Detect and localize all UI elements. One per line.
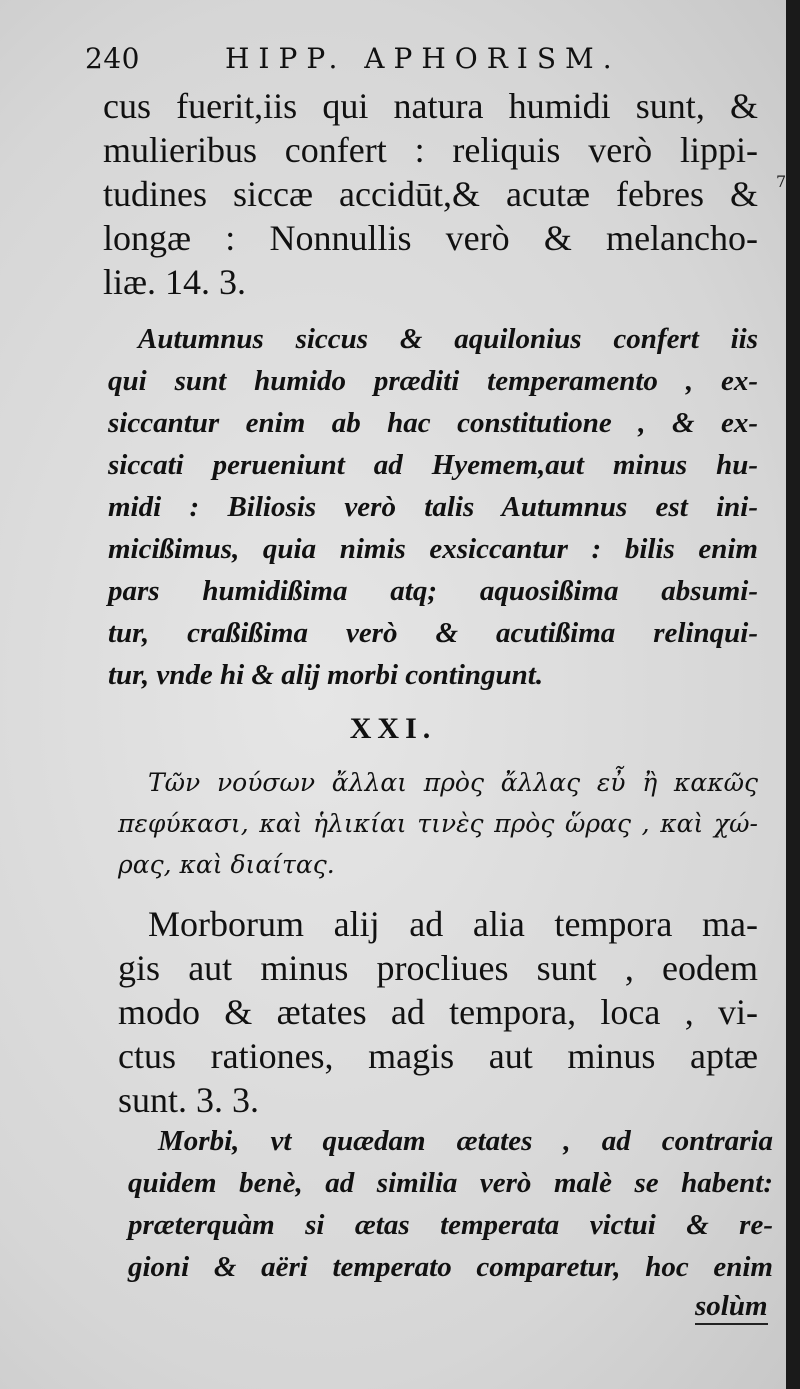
text-line: tur, craßißima verò & acutißima relinqui- [108,617,758,649]
text-line: quidem benè, ad similia verò malè se habent: [128,1167,773,1199]
latin-paragraph-2 [118,902,758,1122]
text-line: tudines siccæ accidūt,& acutæ febres & [103,174,758,214]
margin-mark: 7 [776,172,786,191]
page-header [85,42,745,75]
text-line: liæ. 14. 3. [103,262,247,302]
text-line: præterquàm si ætas temperata victui & re- [128,1209,773,1241]
text-line: Morbi, vt quædam ætates , ad contraria [158,1125,773,1157]
text-line: siccati perueniunt ad Hyemem,aut minus hu- [108,449,758,481]
text-line: Morborum alij ad alia tempora ma- [148,904,758,944]
text-line: gis aut minus procliues sunt , eodem [118,948,758,988]
greek-paragraph [118,762,758,885]
text-line: micißimus, quia nimis exsiccantur : bilis enim [108,533,758,565]
text-line: cus fuerit,iis qui natura humidi sunt, & [103,86,758,126]
text-line: longæ : Nonnullis verò & melancho- [103,218,758,258]
text-line: gioni & aëri temperato comparetur, hoc enim [128,1251,773,1283]
latin-paragraph-1 [103,84,758,304]
text-line: pars humidißima atq; aquosißima absumi- [108,575,758,607]
text-line: siccantur enim ab hac constitutione , & ex- [108,407,758,439]
section-heading: XXI. [349,712,437,745]
text-line: ctus rationes, magis aut minus aptæ [118,1036,758,1076]
running-title: HIPP. APHORISM. [225,42,621,75]
text-line: mulieribus confert : reliquis verò lippi- [103,130,758,170]
catchword: solùm [695,1290,768,1325]
text-line: sunt. 3. 3. [118,1080,260,1120]
text-line: Τῶν νούσων ἄλλαι πρὸς ἄλλας εὖ ἢ κακῶς [148,768,758,797]
commentary-paragraph-2 [128,1120,773,1288]
text-line: Autumnus siccus & aquilonius confert iis [138,323,758,355]
text-line: πεφύκασι, καὶ ἡλικίαι τινὲς πρὸς ὥρας , καὶ χώ- [118,809,758,838]
text-line: tur, vnde hi & alij morbi contingunt. [108,659,544,691]
text-line: midi : Biliosis verò talis Autumnus est ini- [108,491,758,523]
text-line: modo & ætates ad tempora, loca , vi- [118,992,758,1032]
page-number: 240 [85,42,140,75]
text-line: qui sunt humido præditi temperamento , ex- [108,365,758,397]
commentary-paragraph-1 [108,318,758,696]
text-line: ρας, καὶ διαίτας. [118,850,335,879]
